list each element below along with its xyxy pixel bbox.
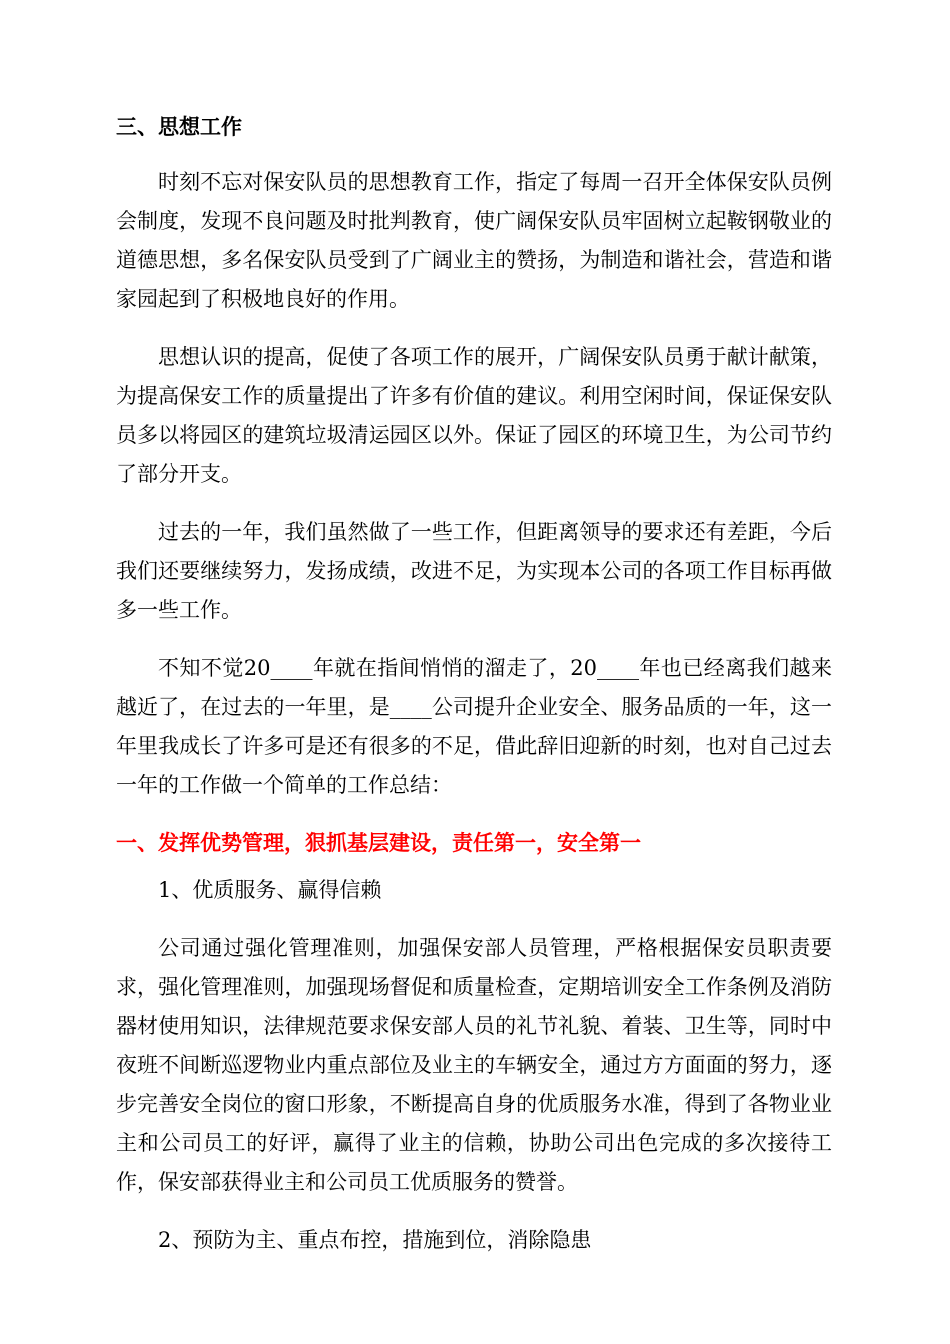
paragraph-thought-education: 时刻不忘对保安队员的思想教育工作，指定了每周一召开全体保安队员例会制度，发现不良问题及时批判教育，使广阔保安队员牢固树立起鞍钢敬业的道德思想，多名保安队员受到了广阔业主的赞扬，为制造和谐社会，营造和谐家园起到了积极地良好的作用。 (116, 170, 832, 311)
paragraph-past-year: 过去的一年，我们虽然做了一些工作，但距离领导的要求还有差距，今后我们还要继续努力，发扬成绩，改进不足，为实现本公司的各项工作目标再做多一些工作。 (116, 520, 832, 622)
paragraph-quality-service: 公司通过强化管理准则，加强保安部人员管理，严格根据保安员职责要求，强化管理准则，加强现场督促和质量检查，定期培训安全工作条例及消防器材使用知识，法律规范要求保安部人员的礼节礼貌、着装、卫生等，同时中夜班不间断巡逻物业内重点部位及业主的车辆安全，通过方方面面的努力，逐步完善安全岗位的窗口形象，不断提高自身的优质服务水准，得到了各物业业主和公司员工的好评，赢得了业主的信赖，协助公司出色完成的多次接待工作，保安部获得业主和公司员工优质服务的赞誉。 (116, 936, 832, 1194)
paragraph-thought-improvement: 思想认识的提高，促使了各项工作的展开，广阔保安队员勇于献计献策，为提高保安工作的质量提出了许多有价值的建议。利用空闲时间，保证保安队员多以将园区的建筑垃圾清运园区以外。保证了园区的环境卫生，为公司节约了部分开支。 (116, 345, 832, 486)
subheading-quality-service: 1、优质服务、赢得信赖 (158, 878, 382, 902)
subheading-prevention: 2、预防为主、重点布控，措施到位，消除隐患 (158, 1228, 592, 1252)
section-heading-management: 一、发挥优势管理，狠抓基层建设，责任第一，安全第一 (116, 831, 641, 855)
document-body (116, 108, 832, 1260)
paragraph-year-summary-intro: 不知不觉20____年就在指间悄悄的溜走了，20____年也已经离我们越来越近了，在过去的一年里，是____公司提升企业安全、服务品质的一年，这一年里我成长了许多可是还有很多的不足，借此辞旧迎新的时刻，也对自己过去一年的工作做一个简单的工作总结： (116, 656, 832, 797)
section-heading-thought-work: 三、思想工作 (116, 115, 242, 139)
